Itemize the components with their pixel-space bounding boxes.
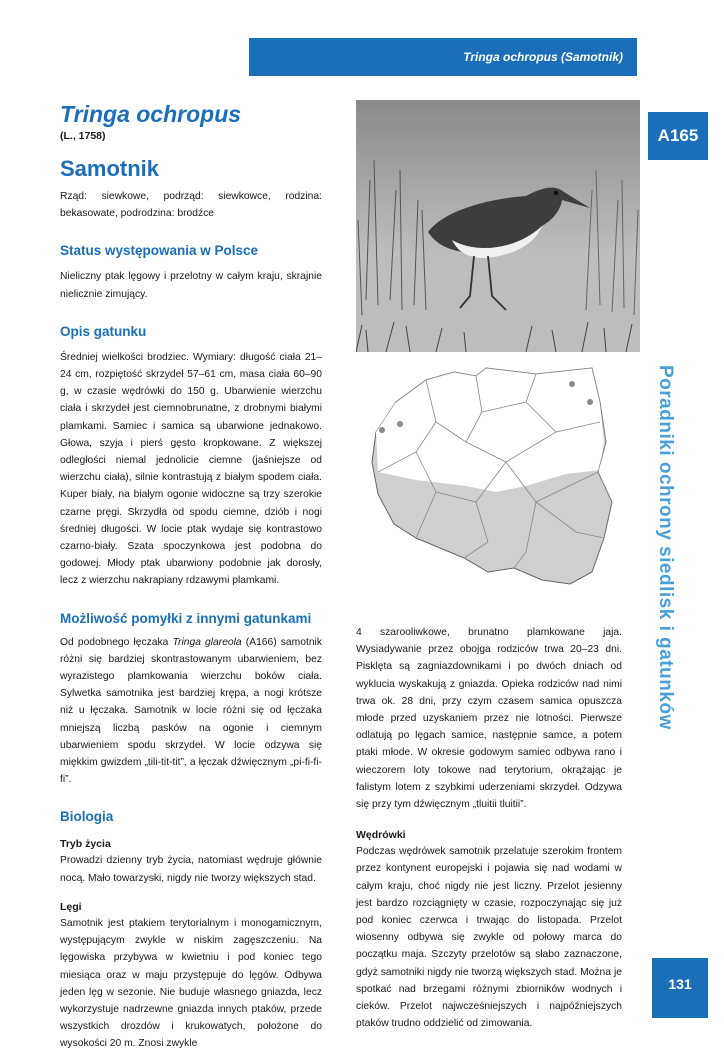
confusion-species-italic: Tringa glareola	[172, 636, 242, 648]
confusion-heading: Możliwość pomyłki z innymi gatunkami	[60, 610, 312, 626]
confusion-text-a: Od podobnego łęczaka	[60, 636, 173, 648]
lifestyle-heading: Tryb życia	[60, 838, 111, 851]
biology-heading: Biologia	[60, 809, 114, 825]
species-author: (L., 1758)	[60, 130, 106, 142]
breeding-text: Samotnik jest ptakiem terytorialnym i monogamicznym, występującym zwykle w niskim zagęszczeniu. Na lęgowiska przybywa w kwietniu i pod koniec tego miesiąca oraz w maju przystępuje do lęgów. Odbywa jeden lęg w sezonie. Nie buduje własnego gniazda, lecz wykorzystuje nadrzewne gniazda innych ptaków, przede wszystkich drozdów i krukowatych, położone do wysokości 20 m. Znosi zwykle	[60, 917, 322, 1050]
lifestyle-text: Prowadzi dzienny tryb życia, natomiast wędruje głównie nocą. Mało towarzyski, nigdy nie tworzy większych stad.	[60, 855, 322, 884]
breeding-text-continued: 4 szarooliwkowe, brunatno plamkowane jaja. Wysiadywanie przez obojga rodziców trwa 20–23 dni. Pisklęta są zagniazdownikami i po dwóch dniach od wyklucia wyskakują z gniazda. Opieka rodziców nad nimi trwa ok. 28 dni, przy czym czasem samica opuszcza młode przed uzyskaniem przez nie lotności. Pierwsze odlatują po lęgach samice, następnie samce, a potem ptaki młode. W okresie godowym samiec odbywa rano i wieczorem loty tokowe nad terytorium, okrążając je falistym lotem z szybkimi uderzeniami skrzydeł. Odzywa się przy tym dźwięcznym „tluitii tluitii”.	[356, 627, 622, 811]
running-header-bar	[249, 38, 637, 76]
species-latin-name: Tringa ochropus	[60, 101, 242, 127]
right-column	[356, 624, 622, 1032]
status-heading: Status występowania w Polsce	[60, 243, 259, 259]
description-heading: Opis gatunku	[60, 323, 147, 339]
confusion-text-b: (A166) samotnik różni się bardziej skontrastowanym ubarwieniem, bez wyrazistego plamkowania wierzchu boków ciała. Sylwetka samotnika jest bardziej krępa, a nogi krótsze niż u łęczaka. Samotnik w locie różni się od łęczaka mniejszą liczbą pasków na ogonie i ciemnym ubarwieniem spodu skrzydeł. W locie odzywa się miękkim gwizdem „tili-tit-tit”, a łęczak dźwięcznym „pi-fi-fi-fi”.	[60, 636, 322, 786]
species-code-tab	[648, 112, 708, 160]
page-number-box	[652, 958, 708, 1018]
breeding-heading: Lęgi	[60, 900, 82, 913]
confusion-text	[60, 634, 322, 789]
taxonomy-text: Rząd: siewkowe, podrząd: siewkowce, rodzina: bekasowate, podrodzina: brodźce	[60, 191, 322, 220]
occurrence-point	[379, 427, 385, 433]
running-title: Tringa ochropus (Samotnik)	[463, 50, 623, 64]
left-column	[60, 100, 322, 1053]
species-code: A165	[657, 126, 699, 145]
status-text: Nieliczny ptak lęgowy i przelotny w całym kraju, skrajnie nielicznie zimujący.	[60, 271, 322, 300]
migration-heading: Wędrówki	[356, 829, 406, 842]
species-polish-name: Samotnik	[60, 156, 160, 181]
map-non-breeding-area	[376, 368, 604, 492]
occurrence-point	[569, 381, 575, 387]
description-text: Średniej wielkości brodziec. Wymiary: długość ciała 21–24 cm, rozpiętość skrzydeł 57–61 cm, masa ciała 60–90 g, w czasie wędrówki do 150 g. Ubarwienie wierzchu ciała i skrzydeł jest ciemnobrunatne, z drobnymi białymi plamkami. Samiec i samica są ubarwione jednakowo. Głowa, szyja i pierś gęsto kropkowane. Z większej odległości niemal jednolicie ciemne (jaśniejsze od wierzchu ciała), silnie kontrastują z białym spodem ciała. Kuper biały, na białym ogonie widoczne są trzy szerokie czarne pręgi. Skrzydła od spodu ciemne, dziób i nogi średniej długości. W locie ptak wydaje się kontrastowo czarno-biały. Szata spoczynkowa jest podobna do godowej. Młody ptak ubarwiony podobnie jak dorosły, lecz z wierzchu nakrapiany rdzawymi plamkami.	[60, 351, 322, 587]
series-title-vertical: Poradniki ochrony siedlisk i gatunków	[655, 365, 676, 730]
distribution-map	[356, 362, 628, 600]
page-number: 131	[668, 976, 692, 992]
bird-illustration	[356, 100, 640, 352]
migration-text: Podczas wędrówek samotnik przelatuje szerokim frontem przez kontynent europejski i pojawia się nad wodami w całym kraju, choć nigdy nie jest liczny. Przelot jesienny jest bardzo rozciągnięty w czasie, rozpoczynając się już pod koniec czerwca i trwając do listopada. Przelot wiosenny odbywa się zwykle od połowy marca do początku maja. Szczyty przelotów są słabo zaznaczone, gdyż samotniki nigdy nie tworzą większych stad. Można je spotkać nad brzegami różnymi zbiorników wodnych i cieków. Przelot najwcześniejszych i najpóźniejszych ptaków trudno oddzielić od zimowania.	[356, 846, 622, 1030]
occurrence-point	[587, 399, 593, 405]
occurrence-point	[397, 421, 403, 427]
